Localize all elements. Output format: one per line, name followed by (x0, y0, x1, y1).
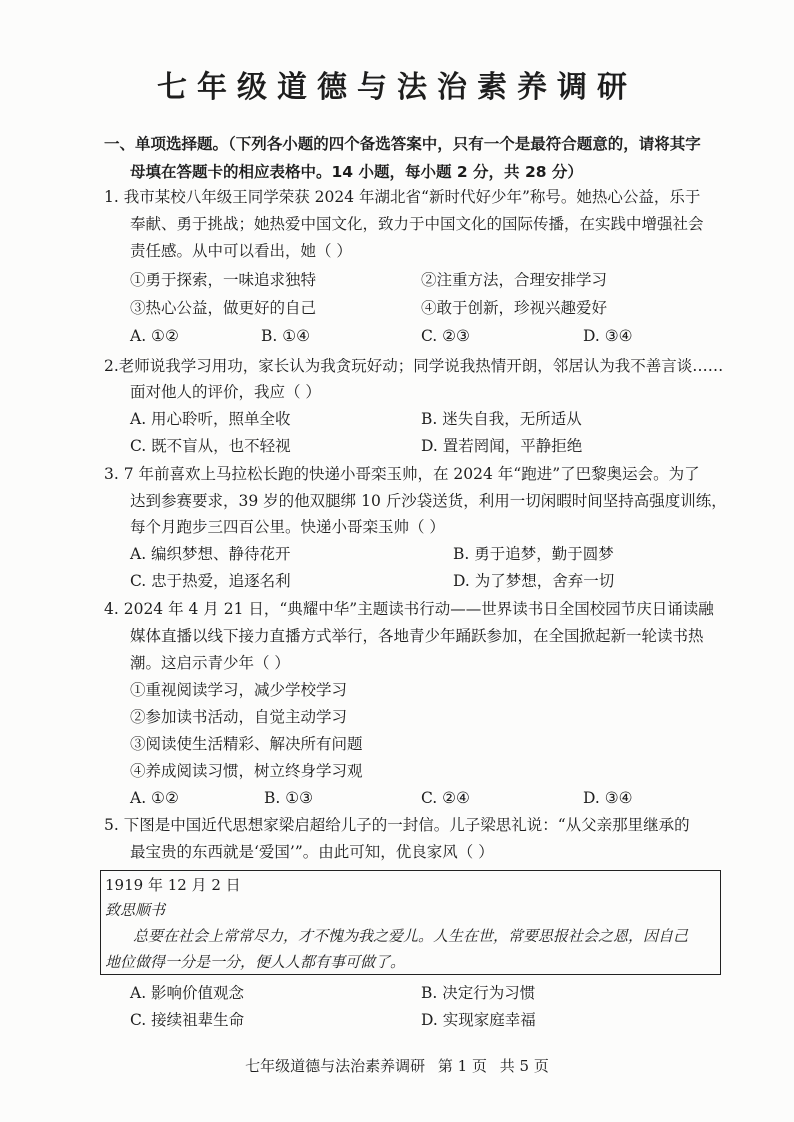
footer-page-number: 第 1 页 (437, 1057, 487, 1075)
letter-body-line2: 地位做得一分是一分，便人人都有事可做了。 (105, 953, 406, 971)
q4-statement-1: ①重视阅读学习，减少学校学习 (130, 681, 348, 699)
q1-option-a: A. ①② (130, 327, 179, 345)
q2-option-b: B. 迷失自我，无所适从 (421, 410, 582, 428)
q4-statement-3: ③阅读使生活精彩、解决所有问题 (130, 735, 363, 753)
q5-option-b: B. 决定行为习惯 (421, 984, 536, 1002)
q4-statement-4: ④养成阅读习惯，树立终身学习观 (130, 762, 363, 780)
q1-stem-line3: 责任感。从中可以看出，她（ ） (130, 242, 352, 260)
page-title: 七年级道德与法治素养调研 (157, 70, 637, 105)
q1-statement-3: ③热心公益，做更好的自己 (130, 299, 317, 317)
q4-stem-line2: 媒体直播以线下接力直播方式举行，各地青少年踊跃参加，在全国掀起新一轮读书热 (130, 627, 704, 645)
q1-option-d: D. ③④ (583, 327, 633, 345)
letter-box (100, 870, 721, 975)
q5-option-c: C. 接续祖辈生命 (130, 1011, 245, 1029)
q1-stem-line2: 奉献、勇于挑战；她热爱中国文化，致力于中国文化的国际传播，在实践中增强社会 (130, 215, 704, 233)
q3-stem-line3: 每个月跑步三四百公里。快递小哥栾玉帅（ ） (130, 518, 445, 536)
q2-stem-line1: 2.老师说我学习用功，家长认为我贪玩好动；同学说我热情开朗，邻居认为我不善言谈…… (104, 357, 724, 375)
q5-stem-line2: 最宝贵的东西就是‘爱国’”。由此可知，优良家风（ ） (130, 843, 494, 861)
letter-body-line1: 总要在社会上常常尽力，才不愧为我之爱儿。人生在世，常要思报社会之恩，因自己 (133, 927, 689, 945)
section-instruction-line2: 母填在答题卡的相应表格中。14 小题，每小题 2 分，共 28 分） (130, 163, 583, 181)
footer-page-total: 共 5 页 (499, 1057, 549, 1075)
q5-option-a: A. 影响价值观念 (130, 984, 245, 1002)
q4-stem-line1: 4. 2024 年 4 月 21 日，“典耀中华”主题读书行动——世界读书日全国校园节庆日诵读融 (104, 600, 714, 618)
page-footer (0, 1055, 794, 1076)
q5-option-d: D. 实现家庭幸福 (421, 1011, 536, 1029)
q4-option-a: A. ①② (130, 789, 179, 807)
section-instruction-line1: 一、单项选择题。（下列各小题的四个备选答案中，只有一个是最符合题意的，请将其字 (104, 135, 701, 153)
q3-option-b: B. 勇于追梦，勤于圆梦 (453, 545, 614, 563)
letter-salutation: 致思顺书 (105, 901, 166, 919)
q3-stem-line1: 3. 7 年前喜欢上马拉松长跑的快递小哥栾玉帅，在 2024 年“跑进”了巴黎奥运会。为了 (104, 465, 700, 483)
q4-option-b: B. ①③ (264, 789, 314, 807)
q2-option-d: D. 置若罔闻，平静拒绝 (421, 437, 583, 455)
q3-option-c: C. 忠于热爱，追逐名利 (130, 572, 291, 590)
q2-stem-line2: 面对他人的评价，我应（ ） (130, 383, 321, 401)
q1-option-b: B. ①④ (261, 327, 311, 345)
q4-option-c: C. ②④ (421, 789, 470, 807)
q2-option-c: C. 既不盲从，也不轻视 (130, 437, 291, 455)
q1-statement-4: ④敢于创新，珍视兴趣爱好 (421, 299, 608, 317)
q4-statement-2: ②参加读书活动，自觉主动学习 (130, 708, 348, 726)
q2-option-a: A. 用心聆听，照单全收 (130, 410, 291, 428)
q1-statement-2: ②注重方法，合理安排学习 (421, 271, 608, 289)
letter-date: 1919 年 12 月 2 日 (105, 876, 241, 894)
q4-stem-line3: 潮。这启示青少年（ ） (130, 654, 290, 672)
q3-option-a: A. 编织梦想、静待花开 (130, 545, 291, 563)
q3-stem-line2: 达到参赛要求，39 岁的他双腿绑 10 斤沙袋送货，利用一切闲暇时间坚持高强度训练， (130, 492, 727, 510)
q1-option-c: C. ②③ (421, 327, 470, 345)
q3-option-d: D. 为了梦想，舍弃一切 (453, 572, 615, 590)
footer-title: 七年级道德与法治素养调研 (245, 1057, 426, 1075)
q1-stem-line1: 1. 我市某校八年级王同学荣获 2024 年湖北省“新时代好少年”称号。她热心公益，乐于 (104, 188, 701, 206)
q4-option-d: D. ③④ (583, 789, 633, 807)
q5-stem-line1: 5. 下图是中国近代思想家梁启超给儿子的一封信。儿子梁思礼说：“从父亲那里继承的 (104, 816, 690, 834)
q1-statement-1: ①勇于探索，一味追求独特 (130, 271, 317, 289)
